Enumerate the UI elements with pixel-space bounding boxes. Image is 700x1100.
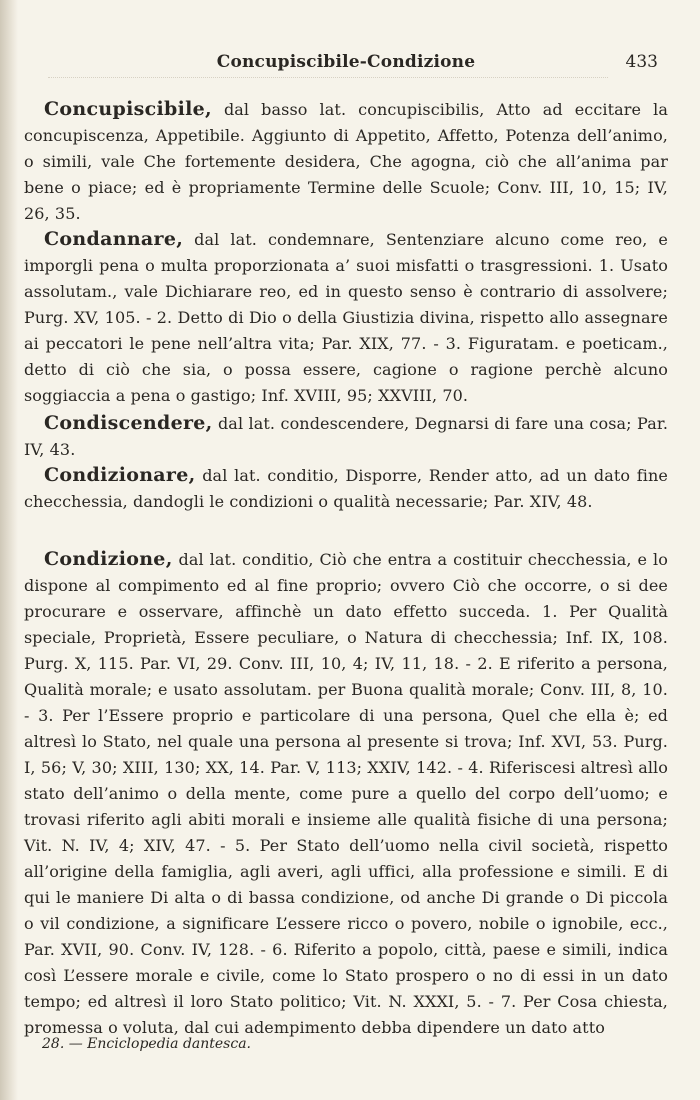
entry-headword: Condiscendere, xyxy=(44,412,213,434)
entry-condiscendere xyxy=(24,410,668,463)
running-head xyxy=(24,52,668,76)
entry-text: dal lat. conditio, Disporre, Render atto, ad un dato fine checchessia, dandogli le condizioni o qualità necessarie; Par. XIV, 48. xyxy=(24,466,668,511)
entry-condizione xyxy=(24,546,668,1041)
printer-signature: 28. — Enciclopedia dantesca. xyxy=(42,1036,252,1052)
running-title: Concupiscibile-Condizione xyxy=(216,52,476,72)
page-number: 433 xyxy=(625,52,658,72)
entry-headword: Condizionare, xyxy=(44,464,196,486)
entry-headword: Condannare, xyxy=(44,228,184,250)
entry-condizionare xyxy=(24,462,668,515)
entry-text: dal basso lat. concupiscibilis, Atto ad eccitare la concupiscenza, Appetibile. Aggiunto di Appetito, Affetto, Potenza dell’animo, o simili, vale Che fortemente desidera, Che agogna, ciò che all’anima par bene o piace; ed è propriamente Termine delle Scuole; Conv. III, 10, 15; IV, 26, 35. xyxy=(24,100,669,223)
entry-condannare xyxy=(24,226,668,409)
dictionary-page xyxy=(24,0,668,1100)
book-binding-shadow xyxy=(0,0,18,1100)
entry-headword: Concupiscibile, xyxy=(44,98,212,120)
entry-text: dal lat. conditio, Ciò che entra a costituir checchessia, e lo dispone al compimento ed al fine proprio; ovvero Ciò che occorre, o si dee procurare e osservare, affinchè un dato effetto succeda. 1. Per Qualità speciale, Proprietà, Essere peculiare, o Natura di checchessia; Inf. IX, 108. Purg. X, 115. Par. VI, 29. Conv. III, 10, 4; IV, 11, 18. - 2. E riferito a persona, Qualità morale; e usato assolutam. per Buona qualità morale; Conv. III, 8, 10. - 3. Per l’Essere proprio e particolare di una persona, Quel che ella è; ed altresì lo Stato, nel quale una persona al presente si trova; Inf. XVI, 53. Purg. I, 56; V, 30; XIII, 130; XX, 14. Par. V, 113; XXIV, 142. - 4. Riferiscesi altresì allo stato dell’animo o della mente, come pure a quello del corpo dell’uomo; e trovasi riferito agli abiti morali e insieme alle qualità fisiche di una persona; Vit. N. IV, 4; XIV, 47. - 5. Per Stato dell’uomo nella civil società, rispetto all’origine della famiglia, agli averi, agli uffici, alla professione e simili. E di qui le maniere Di alta o di bassa condizione, od anche Di grande o Di piccola o vil condizione, a significare L’essere ricco o povero, nobile o ignobile, ecc., Par. XVII, 90. Conv. IV, 128. - 6. Riferito a popolo, città, paese e simili, indica così L’essere morale e civile, come lo Stato prospero o no di essi in un dato tempo; ed altresì il loro Stato politico; Vit. N. XXXI, 5. - 7. Per Cosa chiesta, promessa o voluta, dal cui adempimento debba dipendere un dato atto xyxy=(24,550,668,1037)
entry-text: dal lat. condemnare, Sentenziare alcuno come reo, e imporgli pena o multa proporzionata a’ suoi misfatti o trasgressioni. 1. Usato assolutam., vale Dichiarare reo, ed in questo senso è contrario di assolvere; Purg. XV, 105. - 2. Detto di Dio o della Giustizia divina, rispetto allo assegnare ai peccatori le pene nell’altra vita; Par. XIX, 77. - 3. Figuratam. e poeticam., detto di ciò che sia, o possa essere, cagione o ragione perchè alcuno soggiaccia a pena o gastigo; Inf. XVIII, 95; XXVIII, 70. xyxy=(24,230,668,405)
entry-concupiscibile xyxy=(24,96,668,227)
header-rule xyxy=(48,77,608,78)
entry-headword: Condizione, xyxy=(44,548,173,570)
entry-text: dal lat. condescendere, Degnarsi di fare una cosa; Par. IV, 43. xyxy=(24,414,669,459)
